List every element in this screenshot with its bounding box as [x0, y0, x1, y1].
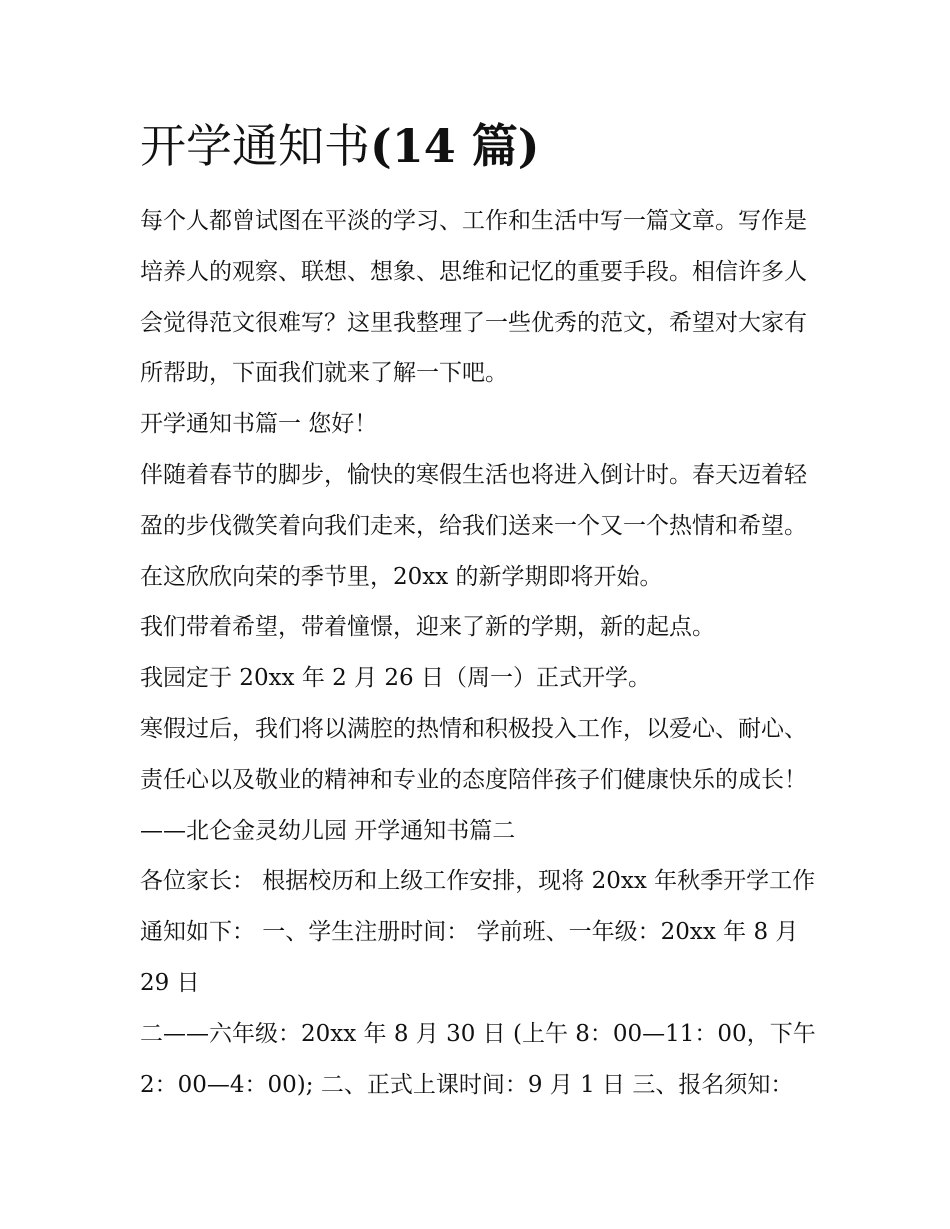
paragraph-schedule: 二——六年级：20xx 年 8 月 30 日 (上午 8：00—11：00，下午 2：00—4：00); 二、正式上课时间：9 月 1 日 三、报名须知： — [140, 1020, 816, 1098]
paragraph-parents-notice: 各位家长： 根据校历和上级工作安排，现将 20xx 年秋季开学工作通知如下： 一、学生注册时间： 学前班、一年级：20xx 年 8 月 29 日 — [140, 868, 816, 996]
title-main: 开学通知书 — [140, 119, 370, 173]
document-body — [140, 196, 820, 1110]
paragraph-intro: 每个人都曾试图在平淡的学习、工作和生活中写一篇文章。写作是培养人的观察、联想、想象、思维和记忆的重要手段。相信许多人会觉得范文很难写？这里我整理了一些优秀的范文，希望对大家有所帮助，下面我们就来了解一下吧。 — [140, 208, 807, 387]
title-suffix: (14 篇) — [370, 119, 540, 173]
document-title — [140, 110, 820, 182]
paragraph-spring: 伴随着春节的脚步，愉快的寒假生活也将进入倒计时。春天迈着轻盈的步伐微笑着向我们走来，给我们送来一个又一个热情和希望。在这欣欣向荣的季节里，20xx 的新学期即将开始。 — [140, 461, 807, 590]
document-page — [140, 110, 820, 1110]
paragraph-new-term: 我们带着希望，带着憧憬，迎来了新的学期，新的起点。 — [140, 614, 715, 641]
paragraph-greeting: 开学通知书篇一 您好！ — [140, 411, 378, 438]
paragraph-start-date: 我园定于 20xx 年 2 月 26 日（周一）正式开学。 — [140, 665, 651, 692]
paragraph-after-holiday: 寒假过后，我们将以满腔的热情和积极投入工作，以爱心、耐心、责任心以及敬业的精神和专业的态度陪伴孩子们健康快乐的成长！ ——北仑金灵幼儿园 开学通知书篇二 — [140, 715, 807, 844]
